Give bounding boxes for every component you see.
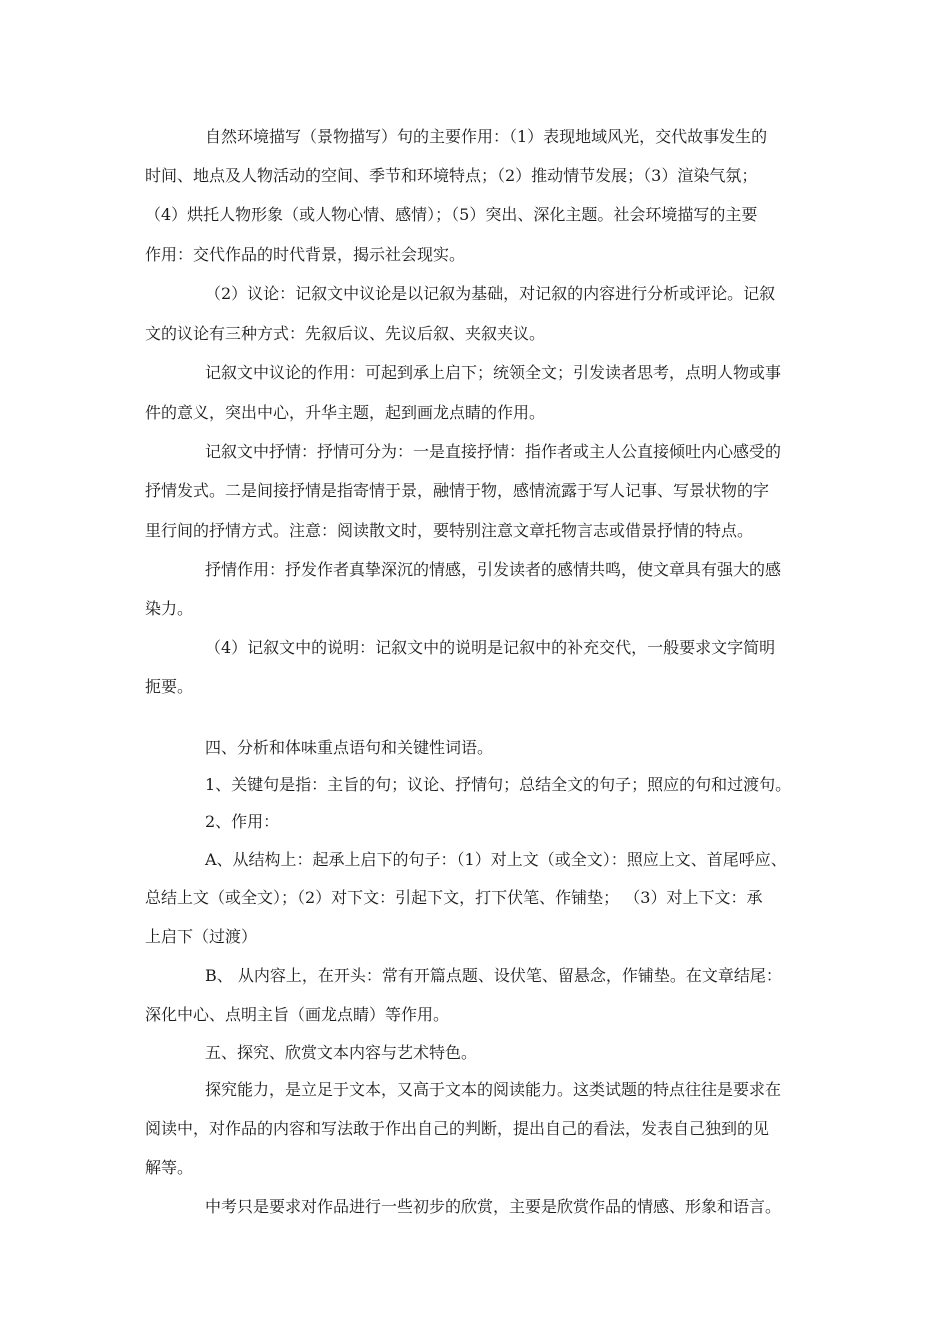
paragraph-line: 染力。 [145,599,194,618]
paragraph-line: 总结上文（或全文）；（2）对下文：引起下文，打下伏笔、作铺垫； （3）对上下文：承 [145,888,763,907]
paragraph-line: 抒情发式。二是间接抒情是指寄情于景，融情于物，感情流露于写人记事、写景状物的字 [145,481,770,500]
paragraph-line: 抒情作用：抒发作者真挚深沉的情感，引发读者的感情共鸣，使文章具有强大的感 [205,560,782,579]
paragraph-line: 记叙文中抒情：抒情可分为：一是直接抒情：指作者或主人公直接倾吐内心感受的 [205,442,782,461]
paragraph-line: 文的议论有三种方式：先叙后议、先议后叙、夹叙夹议。 [145,324,546,343]
paragraph-line: 2、作用： [205,812,280,831]
paragraph-line: （4）烘托人物形象（或人物心情、感情）；（5）突出、深化主题。社会环境描写的主要 [145,205,758,224]
paragraph-line: 自然环境描写（景物描写）句的主要作用：（1）表现地域风光，交代故事发生的 [205,127,768,146]
paragraph-line: 件的意义，突出中心，升华主题，起到画龙点睛的作用。 [145,403,546,422]
paragraph-line: 解等。 [145,1158,194,1177]
paragraph-line: 里行间的抒情方式。注意：阅读散文时，要特别注意文章托物言志或借景抒情的特点。 [145,521,754,540]
paragraph-line: 记叙文中议论的作用：可起到承上启下；统领全文；引发读者思考，点明人物或事 [205,363,782,382]
section-heading: 四、分析和体味重点语句和关键性词语。 [205,738,494,757]
paragraph-line: 探究能力，是立足于文本，又高于文本的阅读能力。这类试题的特点往往是要求在 [205,1080,782,1099]
paragraph-line: A、从结构上：起承上启下的句子：（1）对上文（或全文）：照应上文、首尾呼应、 [205,850,787,869]
paragraph-line: 阅读中，对作品的内容和写法敢于作出自己的判断，提出自己的看法，发表自己独到的见 [145,1119,770,1138]
paragraph-line: （4）记叙文中的说明：记叙文中的说明是记叙中的补充交代，一般要求文字简明 [205,638,776,657]
paragraph-line: （2）议论：记叙文中议论是以记叙为基础，对记叙的内容进行分析或评论。记叙 [205,284,776,303]
section-heading: 五、探究、欣赏文本内容与艺术特色。 [205,1043,478,1062]
paragraph-line: B、 从内容上，在开头：常有开篇点题、设伏笔、留悬念，作铺垫。在文章结尾： [205,966,782,985]
paragraph-line: 作用：交代作品的时代背景，揭示社会现实。 [145,245,466,264]
paragraph-line: 1、关键句是指：主旨的句；议论、抒情句；总结全文的句子；照应的句和过渡句。 [205,775,792,794]
paragraph-line: 深化中心、点明主旨（画龙点睛）等作用。 [145,1005,450,1024]
paragraph-line: 时间、地点及人物活动的空间、季节和环境特点；（2）推动情节发展；（3）渲染气氛； [145,166,758,185]
paragraph-line: 扼要。 [145,677,194,696]
paragraph-line: 上启下（过渡） [145,927,258,946]
paragraph-line: 中考只是要求对作品进行一些初步的欣赏，主要是欣赏作品的情感、形象和语言。 [205,1197,782,1216]
